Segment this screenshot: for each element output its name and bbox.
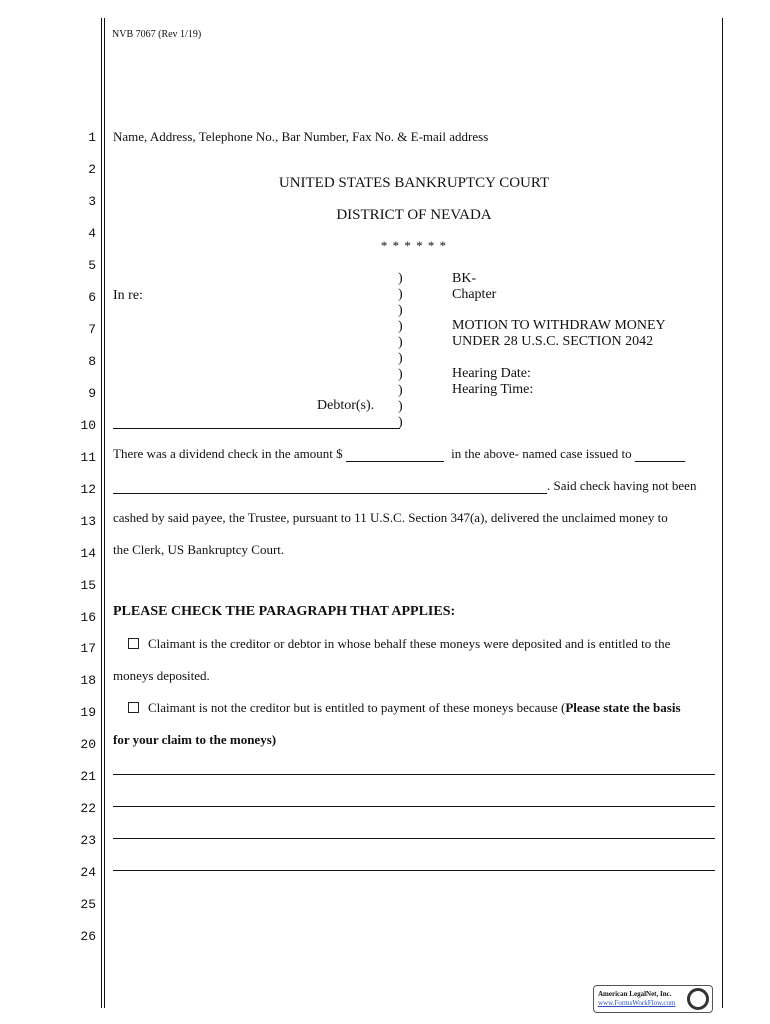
line-number: 1 xyxy=(88,130,96,145)
claim-basis-line[interactable] xyxy=(113,774,715,775)
caption-paren: ) xyxy=(398,287,403,302)
caption-paren: ) xyxy=(398,383,403,398)
logo-globe-icon xyxy=(687,988,709,1010)
header-instruction: Name, Address, Telephone No., Bar Number, Fax No. & E-mail address xyxy=(113,129,489,144)
payee-blank[interactable] xyxy=(635,449,685,462)
motion-title-line2: UNDER 28 U.S.C. SECTION 2042 xyxy=(452,334,654,349)
line-number: 6 xyxy=(88,290,96,305)
line-number: 2 xyxy=(88,162,96,177)
claim-basis-line[interactable] xyxy=(113,838,715,839)
line-number: 21 xyxy=(80,769,96,784)
line-number: 10 xyxy=(80,418,96,433)
caption-paren: ) xyxy=(398,399,403,414)
line-number: 13 xyxy=(80,514,96,529)
caption-paren: ) xyxy=(398,271,403,286)
amount-blank[interactable] xyxy=(346,449,444,462)
right-margin-rule xyxy=(722,18,723,1008)
line-number: 23 xyxy=(80,833,96,848)
left-margin-rule-outer xyxy=(101,18,102,1008)
district-name: DISTRICT OF NEVADA xyxy=(336,207,492,223)
hearing-date-label: Hearing Date: xyxy=(452,366,531,381)
line-number: 25 xyxy=(80,897,96,912)
line-number: 15 xyxy=(80,578,96,593)
bk-number-label: BK- xyxy=(452,271,477,286)
line-number: 26 xyxy=(80,929,96,944)
option-2-bold-text: Please state the basis xyxy=(565,700,681,715)
line-number: 24 xyxy=(80,865,96,880)
body-line-13: cashed by said payee, the Trustee, pursuant to 11 U.S.C. Section 347(a), delivered the unclaimed money to xyxy=(113,510,668,525)
line-number: 16 xyxy=(80,610,96,625)
claim-basis-line[interactable] xyxy=(113,806,715,807)
dividend-text: There was a dividend check in the amount $ xyxy=(113,446,343,461)
line-number: 19 xyxy=(80,705,96,720)
chapter-label: Chapter xyxy=(452,287,497,302)
caption-paren: ) xyxy=(398,367,403,382)
caption-paren: ) xyxy=(398,351,403,366)
debtor-label: Debtor(s). xyxy=(317,398,375,413)
logo-company: American LegalNet, Inc. xyxy=(598,990,672,998)
body-line-12 xyxy=(113,478,696,494)
line-number: 14 xyxy=(80,546,96,561)
left-margin-rule-inner xyxy=(104,18,105,1008)
caption-paren: ) xyxy=(398,415,403,430)
option-1-line-2: moneys deposited. xyxy=(113,668,210,683)
claim-basis-line[interactable] xyxy=(113,870,715,871)
check-paragraph-heading: PLEASE CHECK THE PARAGRAPH THAT APPLIES: xyxy=(113,604,456,619)
american-legalnet-logo xyxy=(593,985,713,1013)
motion-title-line1: MOTION TO WITHDRAW MONEY xyxy=(452,318,666,333)
line-number: 8 xyxy=(88,354,96,369)
body-line-11 xyxy=(113,446,718,462)
logo-url[interactable]: www.FormsWorkFlow.com xyxy=(598,999,676,1007)
line-number: 3 xyxy=(88,194,96,209)
option-2-line-1 xyxy=(128,700,681,716)
hearing-time-label: Hearing Time: xyxy=(452,382,534,397)
body-line-14: the Clerk, US Bankruptcy Court. xyxy=(113,542,285,557)
payee-name-blank[interactable] xyxy=(113,481,547,494)
not-cashed-text: . Said check having not been xyxy=(547,478,697,493)
issued-to-text: in the above- named case issued to xyxy=(451,446,632,461)
option-2-line-2: for your claim to the moneys) xyxy=(113,732,277,747)
caption-underline xyxy=(113,428,400,429)
court-name: UNITED STATES BANKRUPTCY COURT xyxy=(278,175,550,191)
option-1-text: Claimant is the creditor or debtor in whose behalf these moneys were deposited and is entitled to the xyxy=(148,636,671,651)
separator-asterisks: * * * * * * xyxy=(380,238,448,253)
caption-paren: ) xyxy=(398,335,403,350)
line-number: 12 xyxy=(80,482,96,497)
option-2-text: Claimant is not the creditor but is entitled to payment of these moneys because ( xyxy=(148,700,566,715)
form-number: NVB 7067 (Rev 1/19) xyxy=(112,29,202,40)
line-number: 5 xyxy=(88,258,96,273)
line-number: 11 xyxy=(80,450,96,465)
caption-paren: ) xyxy=(398,303,403,318)
line-number: 22 xyxy=(80,801,96,816)
option-1-checkbox[interactable] xyxy=(128,638,139,649)
line-number: 17 xyxy=(80,641,96,656)
line-number: 20 xyxy=(80,737,96,752)
line-number: 9 xyxy=(88,386,96,401)
line-number: 7 xyxy=(88,322,96,337)
option-2-checkbox[interactable] xyxy=(128,702,139,713)
caption-paren: ) xyxy=(398,319,403,334)
line-number: 4 xyxy=(88,226,96,241)
line-number: 18 xyxy=(80,673,96,688)
option-1-line-1 xyxy=(128,636,670,652)
in-re-label: In re: xyxy=(113,288,143,303)
